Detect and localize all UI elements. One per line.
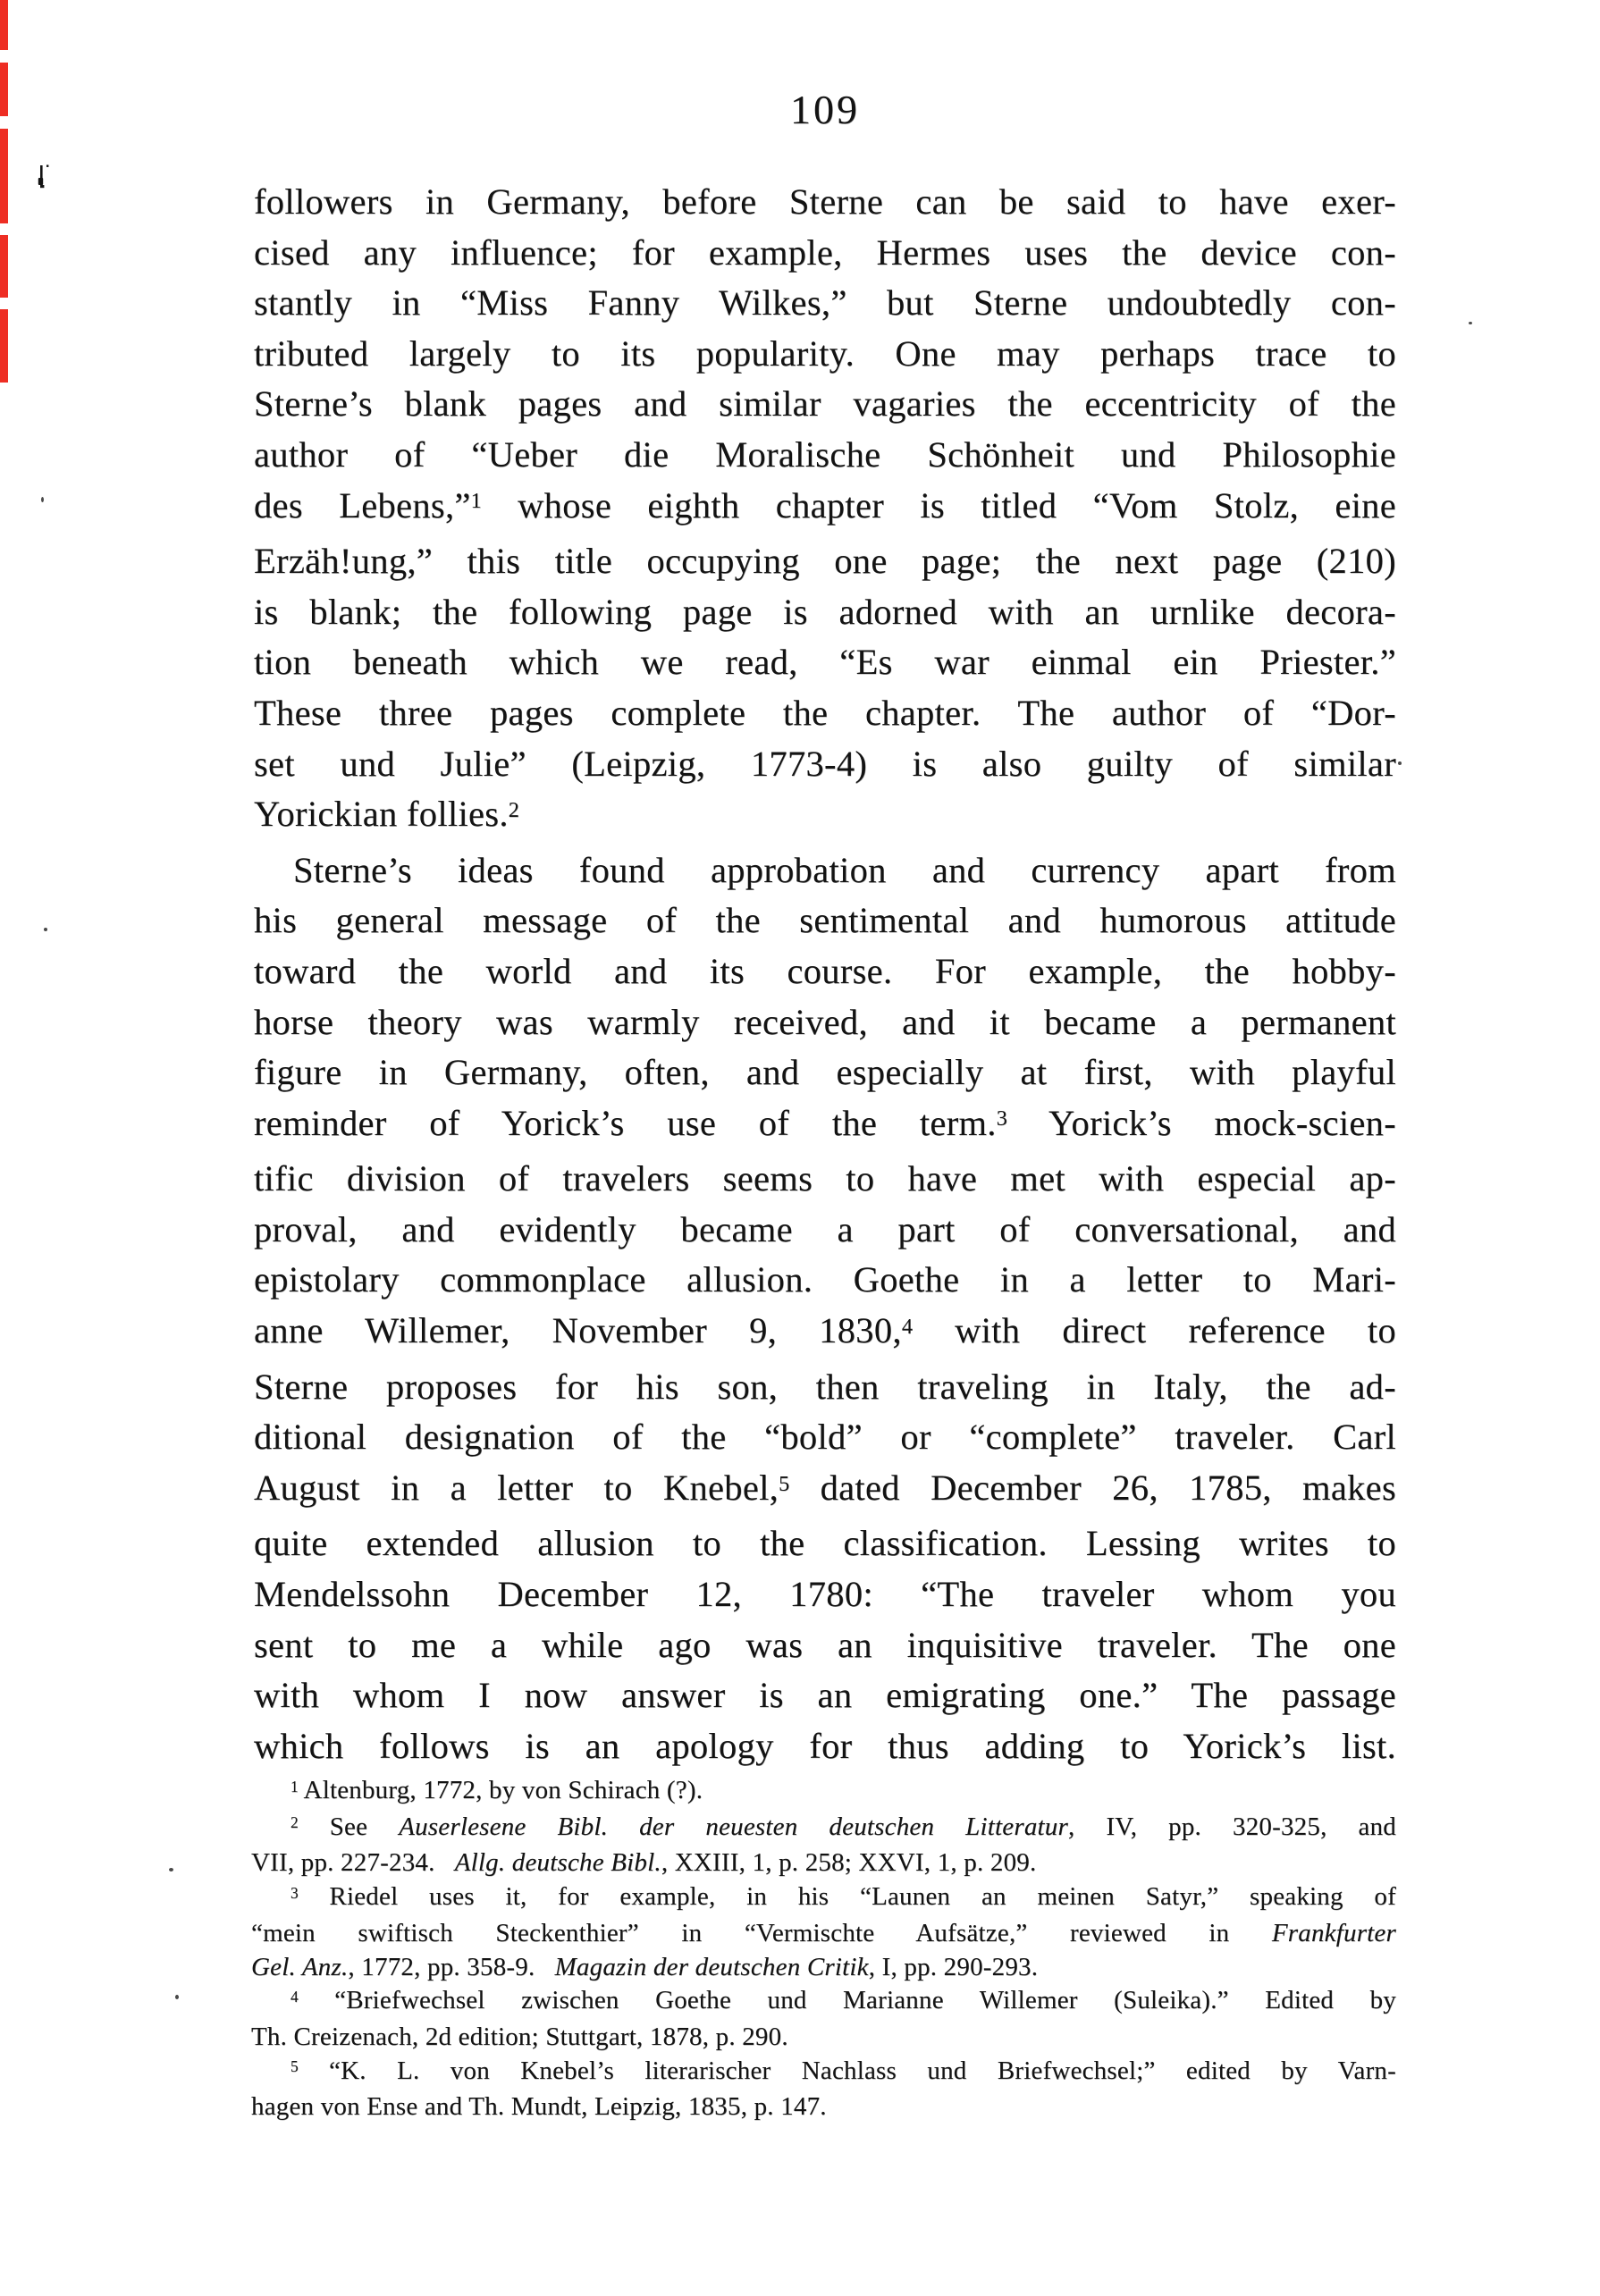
body-line: des Lebens,”$^1$ whose eighth chapter is titled “Vom Stolz, eine [254,484,1396,526]
body-line: ditional designation of the “bold” or “complete” traveler. Carl [254,1417,1396,1458]
footnote-marker: 5 [291,2057,299,2076]
body-line: Yorickian follies.$^2$ [254,794,519,835]
footnote-marker: 1 [470,489,482,514]
body-line: anne Willemer, November 9, 1830,$^4$ with direct reference to [254,1310,1396,1351]
footnote-marker: 5 [779,1471,790,1496]
scan-artifact-red-dash [0,63,8,116]
body-line: Sterne proposes for his son, then traveling in Italy, the ad- [254,1366,1396,1407]
footnote-line: $^3$ Riedel uses it, for example, in his “Launen an meinen Satyr,” speaking of [291,1882,1396,1912]
body-line: Erzäh!ung,” this title occupying one page; the next page (210) [254,541,1396,582]
scan-stray-ink-mark [37,164,51,199]
body-line: sent to me a while ago was an inquisitive traveler. The one [254,1624,1396,1665]
footnote-line: $^1$ Altenburg, 1772, by von Schirach (?). [291,1776,703,1804]
body-line: proval, and evidently became a part of conversational, and [254,1208,1396,1249]
scan-artifact-red-dash [0,309,8,383]
body-line: author of “Ueber die Moralische Schönheit und Philosophie [254,433,1396,475]
body-text [254,177,1396,1771]
body-line: tion beneath which we read, “Es war einmal ein Priester.” [254,642,1396,683]
body-line: followers in Germany, before Sterne can be said to have exer- [254,181,1396,222]
scan-ink-speck [41,497,44,502]
footnote-line: hagen von Ense and Th. Mundt, Leipzig, 1835, p. 147. [251,2092,827,2122]
footnote-marker: 4 [901,1314,913,1339]
body-line: with whom I now answer is an emigrating one.” The passage [254,1675,1396,1716]
body-line: stantly in “Miss Fanny Wilkes,” but Sterne undoubtedly con- [254,282,1396,324]
scan-ink-speck [1398,761,1402,765]
footnote-line: $^5$ “K. L. von Knebel’s literarischer Nachlass und Briefwechsel;” edited by Varn- [291,2056,1396,2085]
body-line: is blank; the following page is adorned with an urnlike decora- [254,591,1396,632]
body-line: Sterne’s blank pages and similar vagaries the eccentricity of the [254,383,1396,425]
scan-artifact-red-dash [0,0,8,50]
body-line: Mendelssohn December 12, 1780: “The traveler whom you [254,1574,1396,1615]
body-line: These three pages complete the chapter. The author of “Dor- [254,692,1396,733]
body-line: cised any influence; for example, Hermes uses the device con- [254,231,1396,273]
body-line: epistolary commonplace allusion. Goethe in a letter to Mari- [254,1259,1396,1300]
scan-ink-speck [175,1995,179,1999]
footnote-line: “mein swiftisch Steckenthier” in “Vermischte Aufsätze,” reviewed in Frankfurter [251,1918,1396,1947]
footnote-marker: 3 [996,1106,1007,1131]
body-line: toward the world and its course. For example, the hobby- [254,950,1396,991]
footnote-marker: 3 [291,1883,299,1902]
body-line: figure in Germany, often, and especially at first, with playful [254,1052,1396,1093]
body-line: August in a letter to Knebel,$^5$ dated December 26, 1785, makes [254,1467,1397,1508]
body-line: reminder of Yorick’s use of the term.$^3$ Yorick’s mock-scien- [254,1102,1397,1143]
body-line: which follows is an apology for thus adding to Yorick’s list. [254,1725,1396,1766]
body-line: tific division of travelers seems to have met with especial ap- [254,1158,1396,1199]
footnote-marker: 2 [291,1813,299,1832]
scan-artifact-red-dash [0,235,8,298]
footnote-marker: 2 [508,797,519,822]
scan-ink-speck [1469,322,1472,324]
body-line: Sterne’s ideas found approbation and currency apart from [293,849,1396,890]
body-line: his general message of the sentimental and humorous attitude [254,900,1396,941]
footnote-line: $^2$ See Auserlesene Bibl. der neuesten deutschen Litteratur, IV, pp. 320-325, and [291,1812,1396,1841]
page-number: 109 [790,87,860,132]
footnote-line: Th. Creizenach, 2d edition; Stuttgart, 1878, p. 290. [251,2022,788,2051]
body-line: horse theory was warmly received, and it became a permanent [254,1001,1396,1042]
scan-artifact-red-dash [0,129,8,223]
body-line: set und Julie” (Leipzig, 1773-4) is also guilty of similar [254,743,1396,784]
scan-ink-speck [44,928,47,931]
footnote-marker: 4 [291,1987,299,2006]
footnotes [251,1774,1396,2124]
body-line: quite extended allusion to the classification. Lessing writes to [254,1523,1396,1564]
body-line: tributed largely to its popularity. One may perhaps trace to [254,332,1396,374]
footnote-line: $^4$ “Briefwechsel zwischen Goethe und Marianne Willemer (Suleika).” Edited by [291,1986,1396,2015]
footnote-line: VII, pp. 227-234. Allg. deutsche Bibl., XXIII, 1, p. 258; XXVI, 1, p. 209. [251,1848,1037,1878]
footnote-marker: 1 [291,1777,299,1796]
footnote-line: Gel. Anz., 1772, pp. 358-9. Magazin der deutschen Critik, I, pp. 290-293. [251,1952,1039,1981]
scan-ink-speck [169,1868,173,1871]
